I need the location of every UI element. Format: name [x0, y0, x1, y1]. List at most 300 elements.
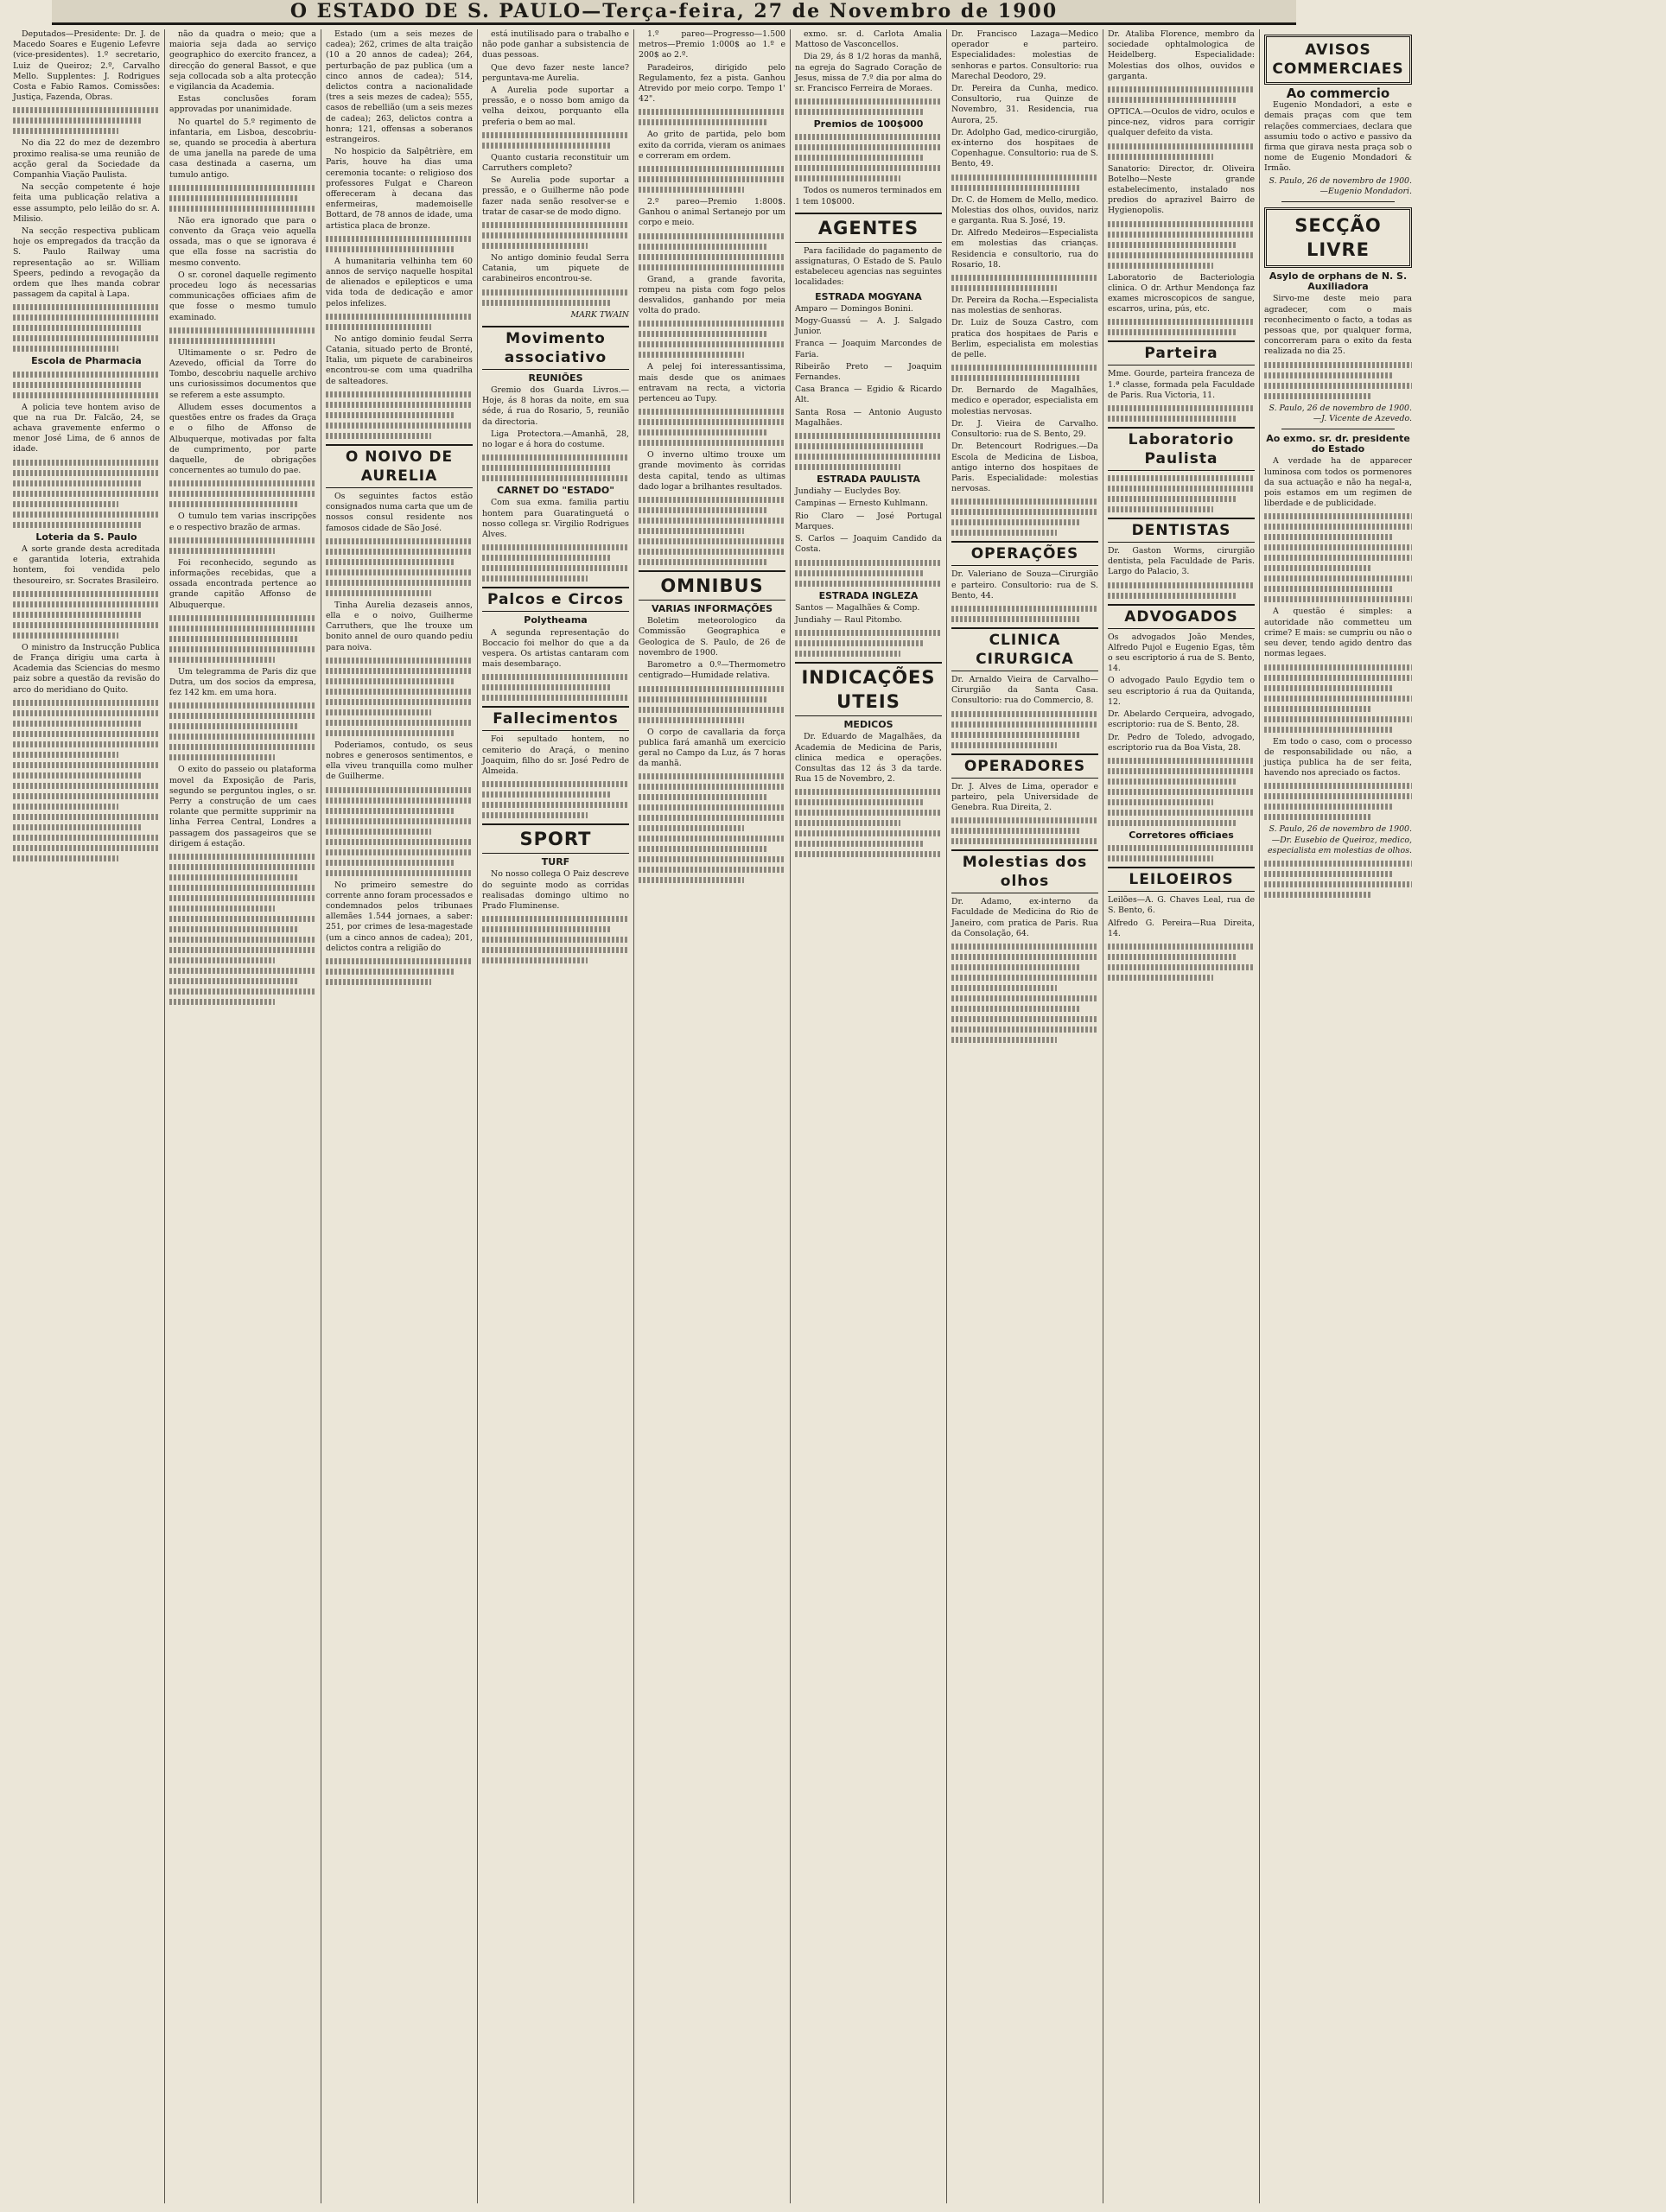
text-line: [1264, 685, 1394, 691]
text-line: [639, 528, 744, 534]
text-line: [639, 846, 768, 852]
text-line: [169, 916, 316, 922]
col2-para7: Alludem esses documentos a questões entre os frades da Graça e o filho de Affonso de Albuquerque, motivadas por falta de cumprimento, por parte daquelle, de obrigações concernentes ao tumulo do pae.: [169, 402, 316, 476]
text-line: [169, 874, 299, 880]
notice-entry: Laboratorio de Bacteriologia clinica. O dr. Arthur Mendonça faz exames microscopicos de sangue, escarros, urina, pús, etc.: [1108, 272, 1255, 315]
col4-para7: Gremio dos Guarda Livros.—Hoje, ás 8 horas da noite, em sua séde, á rua do Rosario, 5, reunião da directoria.: [482, 385, 629, 427]
col8-headline-dentistas: DENTISTAS: [1108, 518, 1255, 543]
col8-headline-leiloeiros: LEILOEIROS: [1108, 867, 1255, 892]
text-line: [951, 828, 1081, 834]
text-line: [1108, 758, 1255, 764]
col6-sub-medicos: MEDICOS: [843, 719, 893, 731]
text-line: [13, 601, 160, 607]
text-line: [795, 464, 900, 470]
agent-entry: Franca — Joaquim Marcondes de Faria.: [795, 339, 942, 359]
col6-para5: Dr. Eduardo de Magalhães, da Academia de Medicina de Paris, clinica medica e operações. Consultas das 12 ás 3 da tarde. Rua 15 de Novembro, 2.: [795, 732, 942, 785]
text-line: [795, 433, 942, 439]
text-line: [1264, 871, 1394, 877]
text-line: [326, 787, 473, 793]
col4-sub-polytheama: Polytheama: [524, 614, 588, 626]
text-line: [951, 975, 1098, 981]
col2-para11: O exito do passeio ou plataforma movel da Exposição de Paris, segundo se perguntou ingles, o sr. Perry a construção de um caes rolante que permitte supprimir na linha Ferrea Central, Londres a passagem dos passageiros que se dirigem á estação.: [169, 765, 316, 849]
text-line: [1108, 143, 1255, 149]
doctor-entry: Dr. C. de Homem de Mello, medico. Molestias dos olhos, ouvidos, nariz e garganta. Rua S. José, 19.: [951, 194, 1098, 226]
text-line: [639, 825, 744, 831]
text-line: [951, 838, 1098, 844]
text-line: [326, 979, 431, 985]
text-line: [326, 391, 473, 397]
text-line: [639, 321, 785, 327]
text-line: [326, 324, 431, 330]
text-line: [795, 454, 942, 460]
text-line: [169, 636, 299, 642]
text-line: [482, 544, 629, 550]
text-line: [951, 1027, 1098, 1033]
text-line: [951, 616, 1081, 622]
col4-para4: Quanto custaria reconstituir um Carruthers completo?: [482, 152, 629, 174]
column-2: [165, 29, 321, 2203]
text-line: [639, 176, 785, 182]
col4-sub-turf: TURF: [541, 856, 570, 868]
text-line: [482, 555, 612, 561]
text-line: [1108, 154, 1213, 160]
text-line: [639, 836, 785, 842]
doctor-entry: Dr. Luiz de Souza Castro, com pratica dos hospitaes de Paris e Berlim, especialista em molestias de pelle.: [951, 318, 1098, 360]
text-line: [13, 315, 160, 321]
text-line: [1108, 242, 1237, 248]
text-line: [1108, 221, 1255, 227]
agent-entry: Santos — Magalhães & Comp.: [795, 602, 920, 613]
text-line: [482, 916, 629, 922]
text-line: [1108, 799, 1213, 805]
text-line: [169, 615, 316, 621]
text-line: [795, 109, 925, 115]
text-line: [639, 707, 785, 713]
col5-para3: Ao grito de partida, pelo bom exito da corrida, vieram os animaes e correram em ordem.: [639, 130, 785, 161]
text-line: [326, 730, 455, 736]
text-line: [1108, 820, 1237, 826]
text-line: [169, 327, 316, 334]
text-line: [951, 1006, 1081, 1012]
text-line: [795, 789, 942, 795]
col4-para12: No nosso collega O Paiz descreve do seguinte modo as corridas realisadas domingo ultimo no Prado Fluminense.: [482, 869, 629, 911]
col3-para3: A humanitaria velhinha tem 60 annos de serviço naquelle hospital de alienados e epilepticos e uma vida toda de dedicação e amor pelos infelizes.: [326, 256, 473, 308]
col9-sub-presidente: Ao exmo. sr. dr. presidente do Estado: [1266, 433, 1410, 455]
col3-para5: Os seguintes factos estão consignados numa carta que um de nossos consul residente nos famosos cidade de São José.: [326, 491, 473, 533]
text-line: [951, 530, 1057, 536]
text-line: [639, 419, 785, 425]
col4-headline-sport: SPORT: [482, 823, 629, 854]
text-line: [951, 817, 1098, 823]
text-line: [1264, 861, 1412, 867]
column-7: [947, 29, 1103, 2203]
text-line: [326, 590, 431, 596]
notice-entry: Mme. Gourde, parteira franceza de 1.ª classe, formada pela Faculdade de Paris. Rua Victoria, 11.: [1108, 369, 1255, 400]
col5-para7: O inverno ultimo trouxe um grande movimento às corridas desta capital, tendo as ultimas dado logar a brilhantes resultados.: [639, 450, 785, 492]
text-line: [1108, 975, 1213, 981]
text-line: [1264, 706, 1370, 712]
doctor-entry: Dr. Adamo, ex-interno da Faculdade de Medicina do Rio de Janeiro, com pratica de Paris. Rua da Consolação, 64.: [951, 897, 1098, 938]
text-line: [639, 867, 785, 873]
text-line: [482, 565, 629, 571]
text-line: [795, 640, 925, 646]
col3-para1: Estado (um a seis mezes de cadea); 262, crimes de alta traição (10 a 20 annos de cadea); 264, perturbação de paz publica (um a cinco annos de cadea); 514, delictos contra a nacionalidade (tres a seis mezes de cadea); 555, casos de rebellião (um a seis mezes de cadea); 263, delictos contra a honra; 121, offensas a soberanos estrangeiros.: [326, 29, 473, 145]
text-line: [1108, 232, 1255, 238]
text-line: [169, 195, 299, 201]
text-line: [1264, 586, 1394, 592]
text-line: [639, 804, 785, 810]
notice-entry: Dr. Gaston Worms, cirurgião dentista, pela Faculdade de Paris. Largo do Palacio, 3.: [1108, 546, 1255, 577]
col5-para10: O corpo de cavallaria da força publica fará amanhã um exercicio geral no Campo da Luz, ás 7 horas da manhã.: [639, 727, 785, 769]
col4-para9: Com sua exma. familia partiu hontem para Guaratinguetá o nosso collega sr. Virgilio Rodrigues Alves.: [482, 498, 629, 540]
text-line: [482, 143, 612, 149]
text-line: [13, 612, 143, 618]
text-line: [169, 723, 299, 729]
notice-entry: Os advogados João Mendes, Alfredo Pujol e Eugenio Egas, têm o seu escriptorio á rua de S. Bento, 14.: [1108, 632, 1255, 674]
text-line: [326, 969, 455, 975]
col1-para5: A sorte grande desta acreditada e garantida loteria, extrahida hontem, foi vendida pelo thesoureiro, sr. Socrates Brasileiro.: [13, 543, 160, 586]
text-line: [1108, 855, 1213, 861]
text-line: [13, 591, 160, 597]
text-line: [326, 668, 473, 674]
col1-head-lottery: Loteria da S. Paulo: [35, 531, 137, 543]
text-line: [639, 686, 785, 692]
text-line: [13, 304, 160, 310]
text-line: [13, 721, 143, 727]
text-line: [169, 895, 316, 901]
doctor-entry: Dr. Pereira da Cunha, medico. Consultorio, rua Quinze de Novembro, 31. Residencia, rua Aurora, 25.: [951, 84, 1098, 125]
text-line: [1108, 405, 1255, 411]
col3-headline-noivo: O NOIVO DE AURELIA: [326, 444, 473, 488]
notice-entry: Alfredo G. Pereira—Rua Direita, 14.: [1108, 918, 1255, 938]
col9-sub-commercio: Ao commercio: [1286, 86, 1390, 101]
text-line: [1108, 789, 1255, 795]
column-1: [9, 29, 165, 2203]
text-line: [169, 854, 316, 860]
col6-premios: Premios de 100$000: [813, 118, 924, 130]
text-line: [13, 522, 143, 528]
text-line: [951, 1016, 1098, 1022]
text-line: [1108, 86, 1255, 92]
text-line: [795, 570, 925, 576]
text-line: [482, 781, 629, 787]
text-line: [326, 538, 473, 544]
agent-entry: Jundiahy — Raul Pitombo.: [795, 614, 903, 625]
text-line: [951, 732, 1081, 738]
text-line: [169, 988, 316, 995]
text-line: [169, 480, 316, 486]
text-line: [639, 717, 744, 723]
col4-headline-movimento: Movimento associativo: [482, 326, 629, 370]
text-line: [482, 475, 629, 481]
text-line: [1108, 964, 1255, 970]
text-line: [795, 165, 942, 171]
text-line: [169, 999, 275, 1005]
text-line: [795, 820, 900, 826]
text-line: [482, 957, 588, 963]
text-line: [13, 762, 160, 768]
col9-headline-avisos: AVISOS COMMERCIAES: [1264, 35, 1412, 85]
text-line: [795, 651, 900, 657]
col5-para4: 2.º pareo—Premio 1:800$. Ganhou o animal Sertanejo por um corpo e meio.: [639, 197, 785, 228]
col5-para8: Boletim meteorologico da Commissão Geographica e Geologica de S. Paulo, de 26 de novembro de 1900.: [639, 616, 785, 658]
col6-sub-mogyana: ESTRADA MOGYANA: [815, 290, 922, 302]
text-line: [326, 689, 473, 695]
text-line: [1108, 779, 1237, 785]
text-line: [1264, 696, 1412, 702]
text-line: [482, 243, 588, 249]
col8-headline-advogados: ADVOGADOS: [1108, 604, 1255, 629]
col1-para2: Na secção competente é hoje feita uma publicação relativa a esse assumpto, pelo leilão do sr. A. Milisio.: [13, 182, 160, 224]
text-line: [639, 352, 744, 358]
col6-headline-indicacoes: INDICAÇÕES UTEIS: [795, 662, 942, 716]
text-line: [795, 799, 925, 805]
text-line: [482, 300, 612, 306]
agent-entry: Mogy-Guassú — A. J. Salgado Junior.: [795, 316, 942, 337]
text-line: [639, 549, 785, 555]
text-line: [482, 695, 629, 701]
text-line: [169, 626, 316, 632]
text-line: [326, 658, 473, 664]
text-line: [795, 175, 900, 181]
text-line: [13, 325, 143, 331]
doctor-entry: Dr. J. Alves de Lima, operador e parteiro, pela Universidade de Genebra. Rua Direita, 2.: [951, 781, 1098, 812]
text-line: [639, 264, 785, 270]
text-line: [951, 606, 1098, 612]
col8-headline-laboratorio: Laboratorio Paulista: [1108, 427, 1255, 471]
col9-para4: A questão é simples: a autoridade não commetteu um crime? E mais: se cumpriu ou não o seu dever, tendo agido dentro das normas legaes.: [1264, 607, 1412, 659]
text-line: [482, 465, 612, 471]
col5-para5: Grand, a grande favorita, rompeu na pista com fogo pelos desvalidos, ganhando por meia volta do prado.: [639, 274, 785, 316]
column-4: [478, 29, 634, 2203]
text-line: [1108, 252, 1255, 258]
text-line: [482, 937, 629, 943]
text-line: [13, 700, 160, 706]
text-line: [1264, 555, 1412, 561]
text-line: [326, 678, 455, 684]
text-line: [482, 289, 629, 296]
col2-para1: não da quadra o meio; que a maioria seja dada ao serviço geographico do exercito francez, a direcção do general Bassot, e que seja collocada sob a alta protecção e vigilancia da Academia.: [169, 29, 316, 92]
text-line: [1108, 486, 1255, 492]
text-line: [639, 773, 785, 779]
text-line: [639, 538, 785, 544]
text-line: [1108, 582, 1255, 588]
text-line: [169, 937, 316, 943]
text-line: [13, 335, 160, 341]
text-line: [951, 519, 1081, 525]
text-line: [169, 646, 316, 652]
col4-signature: MARK TWAIN: [570, 309, 629, 320]
col9-para5: Em todo o caso, com o processo de responsabilidade ou não, a justiça publica ha de ser feita, havendo nos apreciado os factos.: [1264, 736, 1412, 779]
text-line: [482, 791, 612, 798]
divider: [1281, 201, 1395, 202]
text-line: [1264, 783, 1412, 789]
text-line: [13, 512, 160, 518]
text-line: [326, 709, 431, 715]
text-line: [169, 906, 275, 912]
col2-para2: Estas conclusões foram approvadas por unanimidade.: [169, 94, 316, 115]
text-line: [326, 849, 473, 855]
text-line: [1108, 496, 1237, 502]
doctor-entry: Dr. Alfredo Medeiros—Especialista em molestias das crianças. Residencia e consultorio, rua do Rosario, 18.: [951, 228, 1098, 270]
col9-sign3: S. Paulo, 26 de novembro de 1900.—Dr. Eusebio de Queiroz, medico, especialista em molestias de olhos.: [1268, 824, 1412, 855]
text-line: [1264, 675, 1412, 681]
text-line: [482, 684, 612, 690]
text-line: [639, 856, 785, 862]
text-line: [639, 429, 768, 435]
text-line: [1108, 944, 1255, 950]
notice-entry: Leilões—A. G. Chaves Leal, rua de S. Bento, 6.: [1108, 895, 1255, 916]
col9-headline-seccao-livre: SECÇÃO LIVRE: [1264, 207, 1412, 268]
col4-carnet: CARNET DO "ESTADO": [497, 485, 614, 497]
col4-para3: A Aurelia pode suportar a pressão, e o nosso bom amigo da velha deixou, porquanto ella preferia o bem ao mal.: [482, 86, 629, 127]
text-line: [326, 559, 455, 565]
text-line: [169, 501, 299, 507]
text-line: [482, 947, 629, 953]
col9-para1: Eugenio Mondadori, a este e demais praças com que tem relações commerciaes, declara que assumiu todo o activo e passivo da firma que girava nesta praça sob o nome de Eugenio Mondadori & Irmão.: [1264, 100, 1412, 174]
text-line: [951, 985, 1057, 991]
agent-entry: S. Carlos — Joaquim Candido da Costa.: [795, 534, 942, 555]
col7-headline-operadores: OPERADORES: [951, 753, 1098, 779]
text-line: [482, 802, 629, 808]
columns: [9, 29, 1657, 2203]
text-line: [1108, 97, 1237, 103]
text-line: [795, 155, 925, 161]
doctor-entry: Dr. J. Vieira de Carvalho. Consultorio: rua de S. Bento, 29.: [951, 418, 1098, 440]
text-line: [1264, 393, 1370, 399]
text-line: [639, 233, 785, 239]
col2-para6: Ultimamente o sr. Pedro de Azevedo, official da Torre do Tombo, descobriu naquelle archivo uns curiosissimos documentos que se referem a este assumpto.: [169, 347, 316, 400]
col3-para7: Poderiamos, contudo, os seus nobres e generosos sentimentos, e ella viveu tranquilla como mulher de Guilherme.: [326, 740, 473, 782]
col1-para6: O ministro da Instrucção Publica de França dirigiu uma carta à Academia das Sciencias do mesmo paiz sobre a questão da revisão do arco do meridiano do Quito.: [13, 642, 160, 695]
col4-para10: A segunda representação do Boccacio foi melhor do que a da vespera. Os artistas cantaram com mais desembaraço.: [482, 627, 629, 670]
text-line: [951, 275, 1098, 281]
doctor-entry: Dr. Valeriano de Souza—Cirurgião e parteiro. Consultorio: rua de S. Bento, 44.: [951, 569, 1098, 601]
col6-headline-agentes: AGENTES: [795, 213, 942, 243]
text-line: [482, 222, 629, 228]
text-line: [795, 810, 942, 816]
col1-para3: Na secção respectiva publicam hoje os empregados da tracção da S. Paulo Railway uma representação ao sr. William Speers, pedindo a revogação da ordem que lhes manda cobrar passagem da capital à Lapa.: [13, 226, 160, 300]
text-line: [1264, 534, 1394, 540]
text-line: [1108, 319, 1255, 325]
column-3: [321, 29, 478, 2203]
text-line: [1264, 383, 1412, 389]
col4-para11: Foi sepultado hontem, no cemiterio do Araçá, o menino Joaquim, filho do sr. José Pedro de Almeida.: [482, 734, 629, 776]
text-line: [169, 744, 316, 750]
text-line: [639, 784, 785, 790]
doctor-entry: Dr. Pereira da Rocha.—Especialista nas molestias de senhoras.: [951, 296, 1098, 316]
text-line: [13, 480, 143, 486]
text-line: [1264, 892, 1370, 898]
text-line: [13, 804, 118, 810]
text-line: [951, 285, 1057, 291]
text-line: [13, 632, 118, 639]
col4-para6: No antigo dominio feudal Serra Catania, um piquete de carabineiros encontrou-se.: [482, 253, 629, 284]
text-line: [1264, 565, 1370, 571]
text-line: [13, 772, 143, 779]
text-line: [326, 402, 473, 408]
text-line: [639, 440, 785, 446]
column-5: [634, 29, 791, 2203]
text-line: [326, 412, 455, 418]
agent-entry: Santa Rosa — Antonio Augusto Magalhães.: [795, 407, 942, 428]
doctor-entry: Dr. Arnaldo Vieira de Carvalho—Cirurgião da Santa Casa. Consultorio: rua do Commercio, 8.: [951, 674, 1098, 706]
agent-entry: Jundiahy — Euclydes Boy.: [795, 486, 901, 497]
text-line: [639, 497, 785, 503]
text-line: [951, 185, 1081, 191]
text-line: [482, 132, 629, 138]
col9-sign1: S. Paulo, 26 de novembro de 1900.—Eugenio Mondadori.: [1269, 175, 1412, 196]
text-line: [1264, 544, 1412, 550]
text-line: [326, 236, 473, 242]
text-line: [13, 710, 160, 716]
text-line: [169, 713, 316, 719]
notice-entry: Dr. Pedro de Toledo, advogado, escriptorio rua da Boa Vista, 28.: [1108, 732, 1255, 753]
text-line: [13, 814, 160, 820]
text-line: [326, 839, 473, 845]
col5-headline-omnibus: OMNIBUS: [639, 570, 785, 601]
text-line: [639, 507, 768, 513]
text-line: [639, 518, 785, 524]
text-line: [1264, 372, 1394, 378]
text-line: [639, 187, 744, 193]
doctor-entry: Dr. Francisco Lazaga—Medico operador e parteiro. Especialidades: molestias de senhoras e partos. Consultorio: rua Marechal Deodoro, 29.: [951, 29, 1098, 81]
col2-para10: Um telegramma de Paris diz que Dutra, um dos socios da empresa, fez 142 km. em uma hora.: [169, 666, 316, 698]
text-line: [951, 721, 1098, 728]
text-line: [1108, 810, 1255, 816]
text-line: [169, 864, 316, 870]
text-line: [1108, 263, 1213, 269]
col9-sub-asylo: Asylo de orphans de N. S. Auxiliadora: [1269, 270, 1408, 293]
col7-headline-operacoes: OPERAÇÕES: [951, 541, 1098, 566]
text-line: [13, 491, 160, 497]
text-line: [795, 134, 942, 140]
text-line: [326, 870, 473, 876]
col4-para5: Se Aurelia pode suportar a pressão, e o Guilherme não pode fazer nada senão resolver-se e tratar de casar-se de modo digno.: [482, 175, 629, 217]
text-line: [13, 783, 160, 789]
text-line: [13, 470, 160, 476]
text-line: [13, 741, 160, 747]
text-line: [1108, 416, 1237, 422]
column-8: [1103, 29, 1260, 2203]
doctor-entry: Dr. Adolpho Gad, medico-cirurgião, ex-interno dos hospitaes de Copenhague. Consultorio: rua de S. Bento, 49.: [951, 127, 1098, 169]
text-line: [1264, 881, 1412, 887]
text-line: [482, 232, 629, 238]
text-line: [13, 622, 160, 628]
text-line: [951, 995, 1098, 1001]
text-line: [482, 812, 588, 818]
notice-entry: Sanatorio: Director, dr. Oliveira Botelho—Neste grande estabelecimento, instalado nos predios do aprazivel Bairro de Hygienopolis.: [1108, 163, 1255, 216]
col5-para6: A pelej foi interessantissima, mais desde que os animaes entravam na recta, a victoria pertenceu ao Tupy.: [639, 362, 785, 404]
text-line: [326, 423, 473, 429]
col2-para5: O sr. coronel daquelle regimento procedeu logo ás necessarias communicações officiaes afim de que fosse o mesmo tumulo examinado.: [169, 270, 316, 322]
text-line: [1264, 596, 1412, 602]
text-line: [169, 957, 275, 963]
col9-para2: Sirvo-me deste meio para agradecer, com o mais reconhecimento o facto, a todas as pessoas que, por qualquer forma, concorreram para o exito da festa realizada no dia 25.: [1264, 294, 1412, 357]
text-line: [951, 711, 1098, 717]
text-line: [795, 851, 942, 857]
text-line: [639, 119, 768, 125]
col7-headline-olhos: Molestias dos olhos: [951, 849, 1098, 893]
col4-headline-palcos: Palcos e Circos: [482, 587, 629, 612]
text-line: [1264, 524, 1412, 530]
text-line: [13, 845, 160, 851]
notice-entry: OPTICA.—Oculos de vidro, oculos e pince-nez, vidros para corrigir qualquer defeito da vista.: [1108, 107, 1255, 138]
text-line: [13, 346, 118, 352]
text-line: [13, 731, 160, 737]
col4-para2: Que devo fazer neste lance? perguntava-me Aurelia.: [482, 62, 629, 83]
text-line: [1108, 475, 1255, 481]
